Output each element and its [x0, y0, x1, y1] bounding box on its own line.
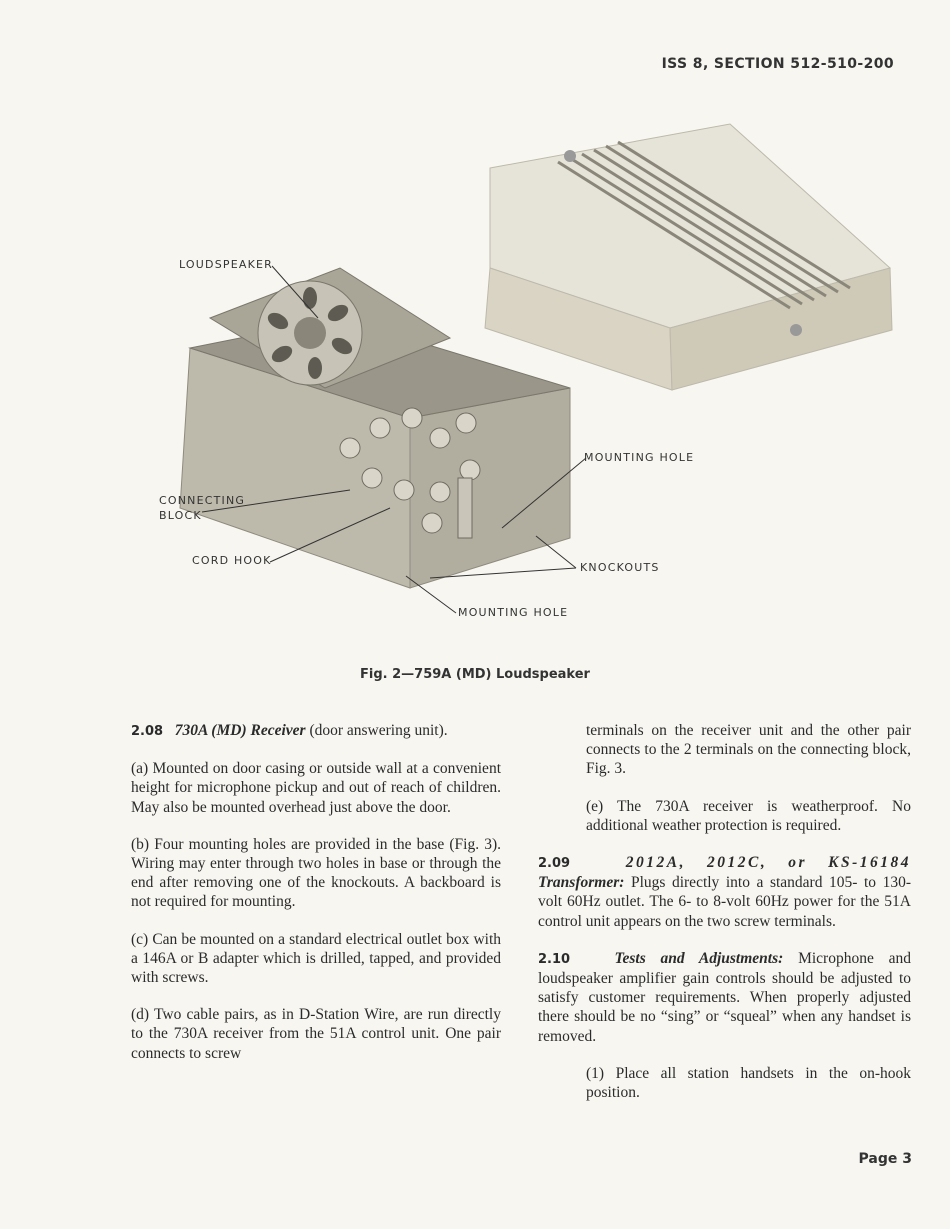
- callout-cord-hook: CORD HOOK: [192, 554, 272, 567]
- item-b: (b) Four mounting holes are provided in the base (Fig. 3). Wiring may enter through two holes in base or through the end after removing one of the knockouts. A backboard is not required for mounting.: [131, 835, 501, 911]
- figure-caption: Fig. 2—759A (MD) Loudspeaker: [360, 667, 590, 682]
- section-body: Microphone and loudspeaker amplifier gain controls should be adjusted to satisfy customer requirements. When properly adjusted there should be no “sing” or “squeal” when any handset is removed.: [538, 949, 911, 1045]
- section-2-08: [131, 721, 501, 741]
- section-heading: Tests and Adjustments:: [614, 949, 784, 967]
- item-c: (c) Can be mounted on a standard electrical outlet box with a 146A or B adapter which is drilled, tapped, and provided with screws.: [131, 930, 501, 987]
- loudspeaker-cover: [485, 124, 892, 390]
- item-a: (a) Mounted on door casing or outside wall at a convenient height for microphone pickup and out of reach of children. May also be mounted overhead just above the door.: [131, 760, 501, 816]
- item-d: (d) Two cable pairs, as in D-Station Wire, are run directly to the 730A receiver from the 51A control unit. One pair connects to screw: [131, 1006, 501, 1062]
- callout-loudspeaker: LOUDSPEAKER: [179, 258, 274, 271]
- callout-mounting-hole-upper: MOUNTING HOLE: [584, 451, 695, 464]
- section-body: Plugs directly into a standard 105- to 130-volt 60Hz outlet. The 6- to 8-volt 60Hz power for the 51A control unit appears on the two screw terminals.: [538, 874, 911, 930]
- right-column: [538, 721, 911, 1120]
- item-e: (e) The 730A receiver is weatherproof. No additional weather protection is required.: [586, 797, 911, 834]
- section-header: ISS 8, SECTION 512-510-200: [661, 56, 894, 72]
- loudspeaker-figure: [150, 118, 910, 638]
- section-heading-tail: (door answering unit).: [305, 722, 448, 739]
- section-2-10: [538, 949, 911, 1046]
- section-heading: 730A (MD) Receiver: [174, 722, 306, 739]
- page-number: Page 3: [858, 1151, 912, 1167]
- section-number: 2.09: [538, 856, 571, 872]
- left-column: [131, 721, 501, 1081]
- callout-mounting-hole-lower: MOUNTING HOLE: [458, 606, 569, 619]
- callout-knockouts: KNOCKOUTS: [580, 561, 660, 574]
- loudspeaker-photo: [150, 118, 910, 638]
- section-number: 2.08: [131, 724, 164, 739]
- section-heading-b: Transformer:: [538, 874, 625, 892]
- section-heading: 2012A, 2012C, or KS-16184: [625, 854, 911, 872]
- callout-connecting: CONNECTING: [159, 494, 246, 507]
- section-number: 2.10: [538, 951, 571, 967]
- item-d-continued: terminals on the receiver unit and the other pair connects to the 2 terminals on the connecting block, Fig. 3.: [586, 722, 911, 778]
- callout-block: BLOCK: [159, 509, 202, 522]
- item-1: (1) Place all station handsets in the on-hook position.: [586, 1064, 911, 1102]
- section-2-09: [538, 853, 911, 931]
